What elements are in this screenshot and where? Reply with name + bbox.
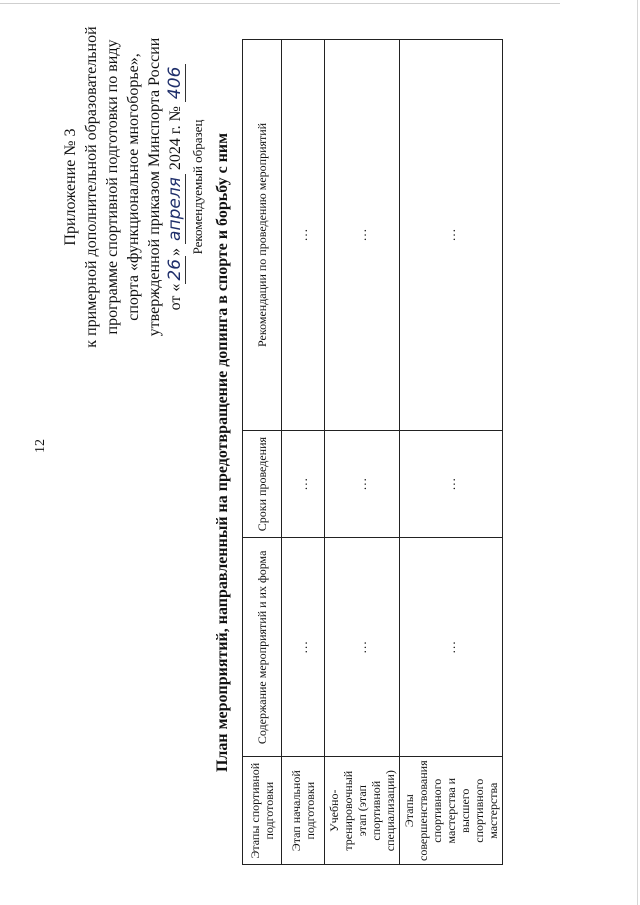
handwritten-order-number: 406 (165, 64, 186, 102)
cell-content: … (325, 538, 400, 757)
table-row (282, 40, 325, 865)
table-row (325, 40, 400, 865)
appendix-line-5: утвержденной приказом Минспорта России (146, 37, 163, 337)
header-content: Содержание мероприятий и их форма (243, 538, 282, 757)
cell-dates: … (325, 430, 400, 537)
appendix-line-3: программе спортивной подготовки по виду (104, 39, 121, 335)
appendix-line-2: к примерной дополнительной образовательной (83, 26, 100, 348)
header-stage: Этапы спортивной подготовки (243, 757, 282, 865)
cell-dates: … (400, 430, 503, 537)
cell-recommendations: … (400, 40, 503, 431)
header-dates: Сроки проведения (243, 430, 282, 537)
handwritten-day: 26 (165, 256, 186, 284)
appendix-block (60, 17, 186, 357)
document-title: План мероприятий, направленный на предотвращение допинга в спорте и борьбу с ним (214, 132, 231, 773)
table-row (400, 40, 503, 865)
cell-content: … (400, 538, 503, 757)
cell-stage: Этапы совершенствования спортивного мастерства и высшего спортивного мастерства (400, 757, 503, 865)
cell-content: … (282, 538, 325, 757)
cell-stage: Этап начальной подготовки (282, 757, 325, 865)
cell-stage: Учебно-тренировочный этап (этап спортивной специализации) (325, 757, 400, 865)
table-header-row (243, 40, 282, 865)
appendix-line-1: Приложение № 3 (62, 128, 79, 246)
header-recommendations: Рекомендации по проведению мероприятий (243, 40, 282, 431)
year-text: 2024 г. № (167, 106, 184, 171)
plan-table (242, 39, 503, 865)
cell-recommendations: … (282, 40, 325, 431)
appendix-line-4: спорта «функциональное многоборье», (125, 53, 142, 321)
appendix-date-line (165, 17, 186, 357)
sample-note: Рекомендуемый образец (190, 119, 205, 255)
handwritten-month: апреля (165, 174, 186, 244)
page-number: 12 (33, 439, 48, 453)
date-separator: » (167, 247, 184, 256)
cell-recommendations: … (325, 40, 400, 431)
date-prefix: от « (167, 283, 184, 311)
cell-dates: … (282, 430, 325, 537)
